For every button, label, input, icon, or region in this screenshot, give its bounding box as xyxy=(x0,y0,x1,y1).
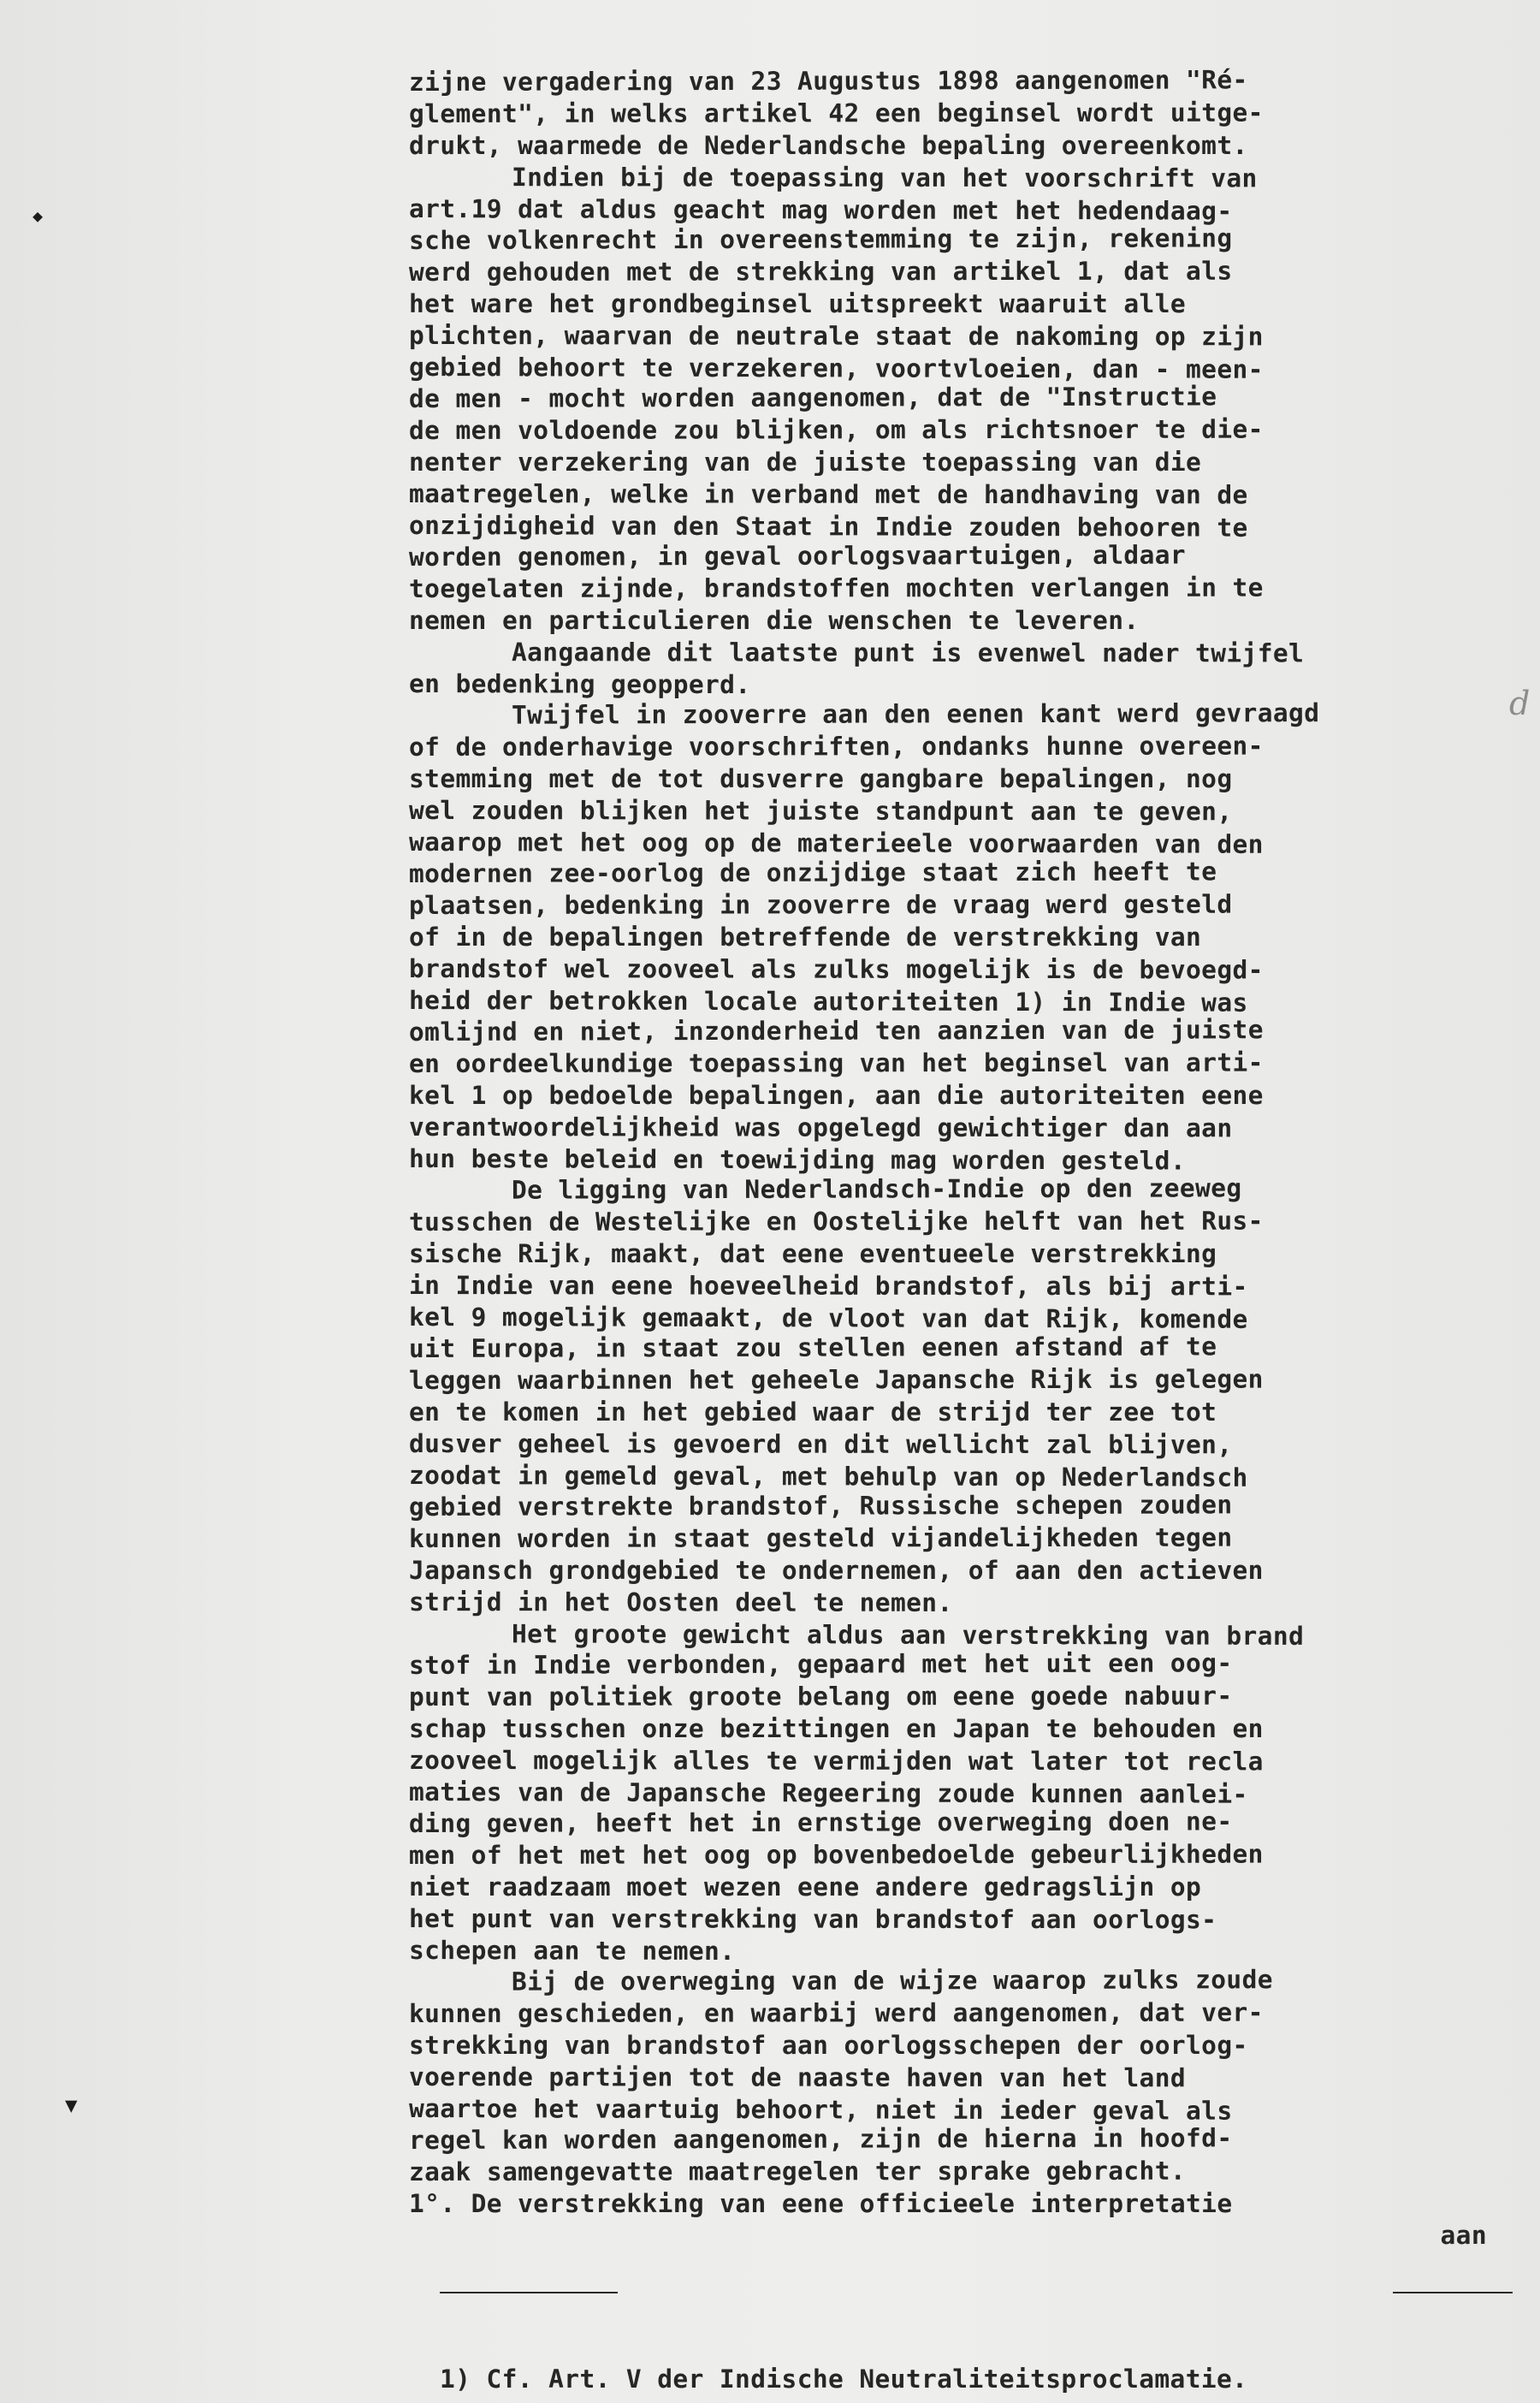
text-line: Indien bij de toepassing van het voorschrift van xyxy=(511,163,1258,193)
text-line: omlijnd en niet, inzonderheid ten aanzien van de juiste xyxy=(408,1015,1264,1047)
text-line: tusschen de Westelijke en Oostelijke helft van het Rus- xyxy=(408,1206,1264,1237)
text-line: leggen waarbinnen het geheele Japansche Rijk is gelegen xyxy=(408,1364,1264,1395)
text-line: kel 1 op bedoelde bepalingen, aan die autoriteiten eene xyxy=(409,1081,1264,1110)
text-line: gebied behoort te verzekeren, voortvloeien, dan - meen- xyxy=(408,353,1264,384)
text-line: het punt van verstrekking van brandstof aan oorlogs- xyxy=(408,1904,1217,1935)
footnote-separator-right xyxy=(1393,2292,1513,2293)
text-line: zoodat in gemeld geval, met behulp van op Nederlandsch xyxy=(408,1461,1248,1492)
text-line: en te komen in het gebied waar de strijd ter zee tot xyxy=(409,1397,1217,1427)
text-line: modernen zee-oorlog de onzijdige staat zich heeft te xyxy=(408,857,1217,888)
text-line: schepen aan te nemen. xyxy=(408,1936,736,1967)
text-line: strijd in het Oosten deel te nemen. xyxy=(408,1587,953,1617)
text-line: onzijdigheid van den Staat in Indie zouden behooren te xyxy=(408,511,1248,543)
text-line: De ligging van Nederlandsch-Indie op den zeeweg xyxy=(511,1173,1242,1205)
text-line: wel zouden blijken het juiste standpunt aan te geven, xyxy=(408,796,1233,827)
text-line: men of het met het oog op bovenbedoelde gebeurlijkheden xyxy=(408,1839,1264,1870)
text-line: verantwoordelijkheid was opgelegd gewichtiger dan aan xyxy=(408,1112,1233,1143)
margin-dot-mark: ◆ xyxy=(33,205,44,226)
text-line: sische Rijk, maakt, dat eene eventueele verstrekking xyxy=(409,1239,1217,1268)
text-line: zaak samengevatte maatregelen ter sprake gebracht. xyxy=(408,2156,1187,2186)
text-line: en oordeelkundige toepassing van het beginsel van arti- xyxy=(408,1047,1264,1078)
text-line: zijne vergadering van 23 Augustus 1898 aangenomen "Ré- xyxy=(408,65,1248,97)
text-line: zooveel mogelijk alles te vermijden wat later tot recla xyxy=(408,1746,1264,1777)
footnote-separator-left xyxy=(440,2292,618,2293)
text-line: kunnen worden in staat gesteld vijandelijkheden tegen xyxy=(408,1522,1233,1553)
text-line: Aangaande dit laatste punt is evenwel nader twijfel xyxy=(511,638,1305,668)
text-line: kunnen geschieden, en waarbij werd aangenomen, dat ver- xyxy=(408,1997,1264,2028)
text-line: Het groote gewicht aldus aan verstrekking van brand xyxy=(511,1619,1305,1651)
text-line: waartoe het vaartuig behoort, niet in ieder geval als xyxy=(408,2094,1233,2126)
text-line: nemen en particulieren die wenschen te leveren. xyxy=(409,606,1140,635)
margin-handwritten-mark: d xyxy=(1509,685,1531,722)
text-line: brandstof wel zooveel als zulks mogelijk is de bevoegd- xyxy=(408,954,1264,985)
text-line: nenter verzekering van de juiste toepassing van die xyxy=(409,448,1202,477)
text-line: stof in Indie verbonden, gepaard met het uit een oog- xyxy=(408,1648,1233,1680)
text-line: of de onderhavige voorschriften, ondanks hunne overeen- xyxy=(408,731,1264,762)
text-line: drukt, waarmede de Nederlandsche bepaling overeenkomt. xyxy=(409,131,1248,160)
text-line: plaatsen, bedenking in zooverre de vraag werd gesteld xyxy=(408,889,1233,920)
text-line: Bij de overweging van de wijze waarop zulks zoude xyxy=(511,1965,1273,1997)
text-line: werd gehouden met de strekking van artikel 1, dat als xyxy=(408,256,1233,287)
text-line: hun beste beleid en toewijding mag worden gesteld. xyxy=(408,1144,1187,1176)
text-line: kel 9 mogelijk gemaakt, de vloot van dat Rijk, komende xyxy=(408,1302,1248,1334)
text-line: niet raadzaam moet wezen eene andere gedragslijn op xyxy=(409,1872,1202,1902)
text-line: of in de bepalingen betreffende de verstrekking van xyxy=(409,923,1202,952)
text-line: worden genomen, in geval oorlogsvaartuigen, aldaar xyxy=(408,540,1187,572)
text-line: ding geven, heeft het in ernstige overweging doen ne- xyxy=(408,1807,1233,1838)
text-line: dusver geheel is gevoerd en dit wellicht zal blijven, xyxy=(408,1429,1233,1460)
text-line: punt van politiek groote belang om eene goede nabuur- xyxy=(408,1681,1233,1712)
text-line: het ware het grondbeginsel uitspreekt waaruit alle xyxy=(409,289,1187,318)
text-line: plichten, waarvan de neutrale staat de nakoming op zijn xyxy=(408,321,1264,352)
text-line: Japansch grondgebied te ondernemen, of aan den actieven xyxy=(409,1556,1264,1585)
text-line: strekking van brandstof aan oorlogsschepen der oorlog- xyxy=(409,2031,1248,2060)
margin-arrow-mark: ▼ xyxy=(65,2093,78,2117)
text-line: uit Europa, in staat zou stellen eenen afstand af te xyxy=(408,1332,1217,1363)
text-line: de men - mocht worden aangenomen, dat de "Instructie xyxy=(408,382,1217,413)
text-line: de men voldoende zou blijken, om als richtsnoer te die- xyxy=(408,414,1264,445)
text-line: regel kan worden aangenomen, zijn de hierna in hoofd- xyxy=(408,2123,1233,2155)
text-line: maties van de Japansche Regeering zoude kunnen aanlei- xyxy=(408,1777,1248,1809)
text-line: sche volkenrecht in overeenstemming te zijn, rekening xyxy=(408,223,1233,255)
text-line: schap tusschen onze bezittingen en Japan te behouden en xyxy=(409,1714,1264,1743)
text-line: waarop met het oog op de materieele voorwaarden van den xyxy=(408,828,1264,859)
typed-text-body xyxy=(409,67,1504,2252)
text-line: maatregelen, welke in verband met de handhaving van de xyxy=(408,479,1248,510)
text-line: glement", in welks artikel 42 een beginsel wordt uitge- xyxy=(408,98,1264,128)
text-line: art.19 dat aldus geacht mag worden met het hedendaag- xyxy=(408,194,1233,226)
text-line: toegelaten zijnde, brandstoffen mochten verlangen in te xyxy=(408,573,1264,603)
text-line: gebied verstrekte brandstof, Russische schepen zouden xyxy=(408,1490,1233,1522)
text-line: in Indie van eene hoeveelheid brandstof, als bij arti- xyxy=(408,1271,1248,1302)
catchword: aan xyxy=(1440,2221,1487,2250)
text-line: Twijfel in zooverre aan den eenen kant werd gevraagd xyxy=(511,698,1320,730)
text-line: 1°. De verstrekking van eene officieele interpretatie xyxy=(409,2189,1233,2218)
text-line: voerende partijen tot de naaste haven van het land xyxy=(408,2062,1187,2093)
footnote: 1) Cf. Art. V der Indische Neutraliteitsproclamatie. xyxy=(440,2364,1248,2394)
text-line: en bedenking geopperd. xyxy=(408,669,751,700)
text-line: stemming met de tot dusverre gangbare bepalingen, nog xyxy=(409,764,1233,793)
text-line: heid der betrokken locale autoriteiten 1) in Indie was xyxy=(408,986,1248,1018)
